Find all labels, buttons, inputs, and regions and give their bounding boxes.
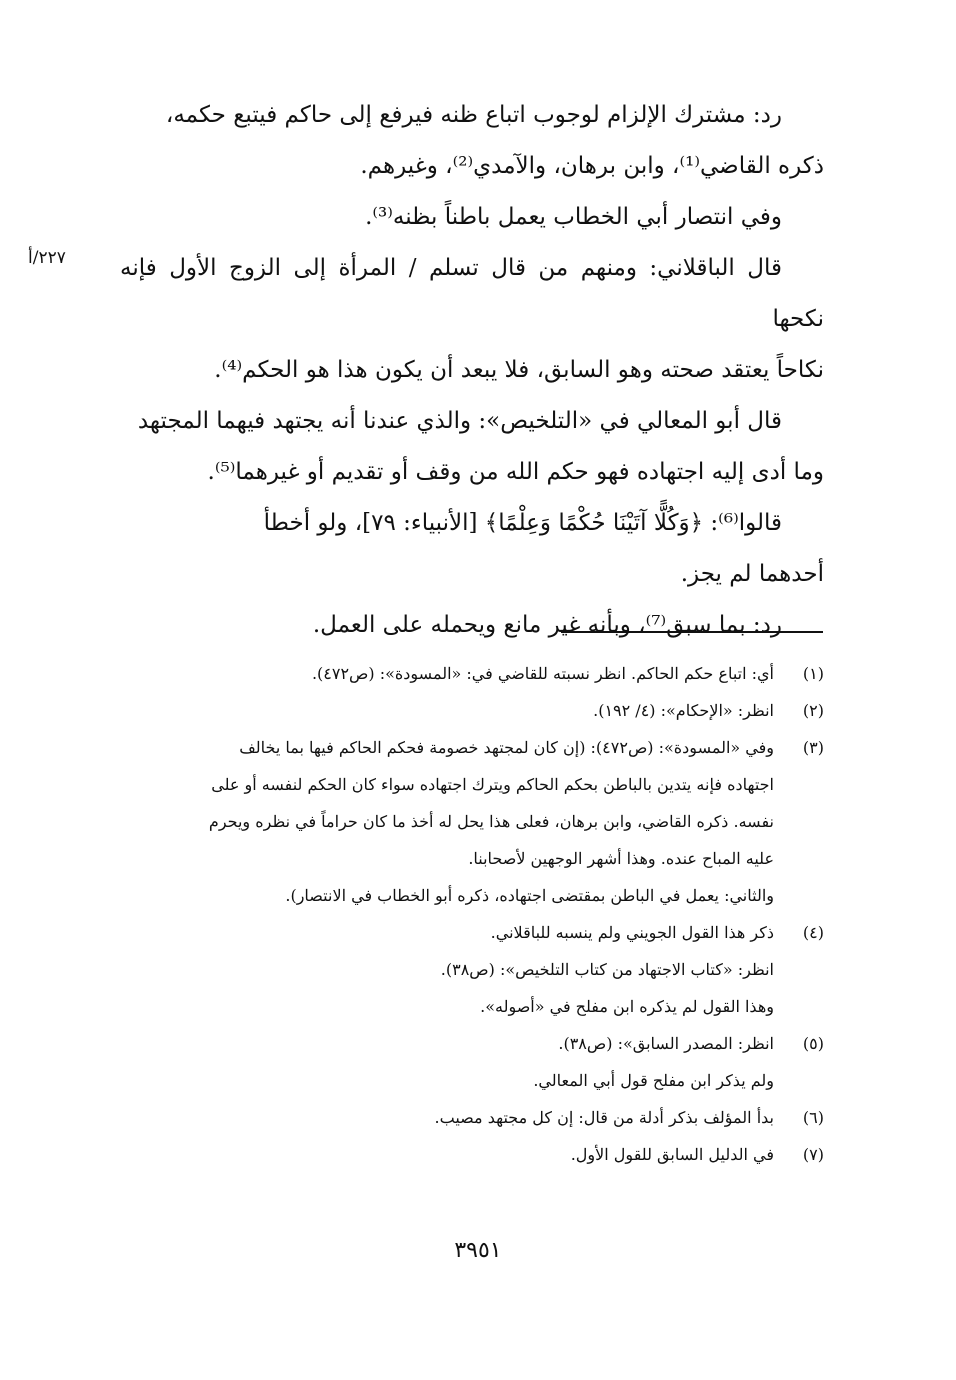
footnote-line: نفسه. ذكره القاضي، وابن برهان، فعلى هذا يحل له أخذ ما كان حراماً في نظره ويحرم xyxy=(208,812,774,831)
footnote xyxy=(120,1136,824,1173)
footnote-number: (٢) xyxy=(802,701,824,720)
main-line: وما أدى إليه اجتهاده فهو حكم الله من وقف أو تقديم أو غيرهما⁽⁵⁾. xyxy=(207,459,824,485)
footnote xyxy=(120,729,824,914)
footnote-number: (٤) xyxy=(802,923,824,942)
main-line: أحدهما لم يجز. xyxy=(680,561,824,587)
main-line: وفي انتصار أبي الخطاب يعمل باطناً بظنه⁽³⁾. xyxy=(365,204,782,230)
footnote-line: ولم يذكر ابن مفلح قول أبي المعالي. xyxy=(533,1071,774,1090)
footnote xyxy=(120,1025,824,1099)
footnote-line: ذكر هذا القول الجويني ولم ينسبه للباقلاني. xyxy=(490,923,774,942)
footnote-line: اجتهاده فإنه يتدين بالباطن بحكم الحاكم ويترك اجتهاده سواء كان الحكم لنفسه أو على xyxy=(211,775,774,794)
footnote-line: في الدليل السابق للقول الأول. xyxy=(570,1145,774,1164)
footnote xyxy=(120,655,824,692)
footnote xyxy=(120,1099,824,1136)
footnote-number: (٦) xyxy=(802,1108,824,1127)
footnote-line: عليه المباح عنده. وهذا أشهر الوجهين لأصحابنا. xyxy=(468,849,774,868)
footnote-number: (٧) xyxy=(802,1145,824,1164)
footnotes xyxy=(120,655,824,1173)
page-number: ٣٩٥١ xyxy=(454,1238,502,1263)
main-line: رد: بما سبق⁽⁷⁾، وبأنه غير مانع ويحمله على العمل. xyxy=(312,612,782,638)
main-line: نكاحاً يعتقد صحته وهو السابق، فلا يبعد أن يكون هذا هو الحكم⁽⁴⁾. xyxy=(214,357,824,383)
footnote-line: وفي «المسودة»: (ص٤٧٢): (إن كان لمجتهد خصومة فحكم الحاكم فيها بما يخالف xyxy=(239,738,774,757)
footnote xyxy=(120,914,824,1025)
footnote-line: انظر: «الإحكام»: (٤/ ١٩٢). xyxy=(593,701,774,720)
footnote-line: والثاني: يعمل في الباطن بمقتضى اجتهاده، ذكره أبو الخطاب في الانتصار). xyxy=(285,886,774,905)
footnote-number: (١) xyxy=(802,664,824,683)
main-text xyxy=(120,90,824,651)
footnote-separator xyxy=(561,631,823,633)
footnote-number: (٣) xyxy=(802,738,824,757)
footnote xyxy=(120,692,824,729)
footnote-line: وهذا القول لم يذكره ابن مفلح في «أصوله». xyxy=(480,997,774,1016)
main-line: قال الباقلاني: ومنهم من قال تسلم / المرأة إلى الزوج الأول فإنه نكحها xyxy=(120,255,824,332)
main-line: رد: مشترك الإلزام لوجوب اتباع ظنه فيرفع إلى حاكم فيتبع حكمه، xyxy=(165,102,782,128)
main-line: قال أبو المعالي في «التلخيص»: والذي عندنا أنه يجتهد فيهما المجتهد xyxy=(137,408,782,434)
main-line: قالوا⁽⁶⁾: ﴿وَكُلًّا آتَيْنَا حُكْمًا وَعِلْمًا﴾ [الأنبياء: ٧٩]، ولو أخطأ xyxy=(263,510,782,536)
footnote-line: انظر: «كتاب الاجتهاد من كتاب التلخيص»: (ص٣٨). xyxy=(440,960,774,979)
main-line: ذكره القاضي⁽¹⁾، وابن برهان، والآمدي⁽²⁾، وغيرهم. xyxy=(360,153,824,179)
footnote-line: أي: اتباع حكم الحاكم. انظر نسبته للقاضي في: «المسودة»: (ص٤٧٢). xyxy=(311,664,774,683)
footnote-line: انظر: المصدر السابق»: (ص٣٨). xyxy=(558,1034,774,1053)
footnote-line: بدأ المؤلف بذكر أدلة من قال: إن كل مجتهد مصيب. xyxy=(434,1108,774,1127)
margin-folio-note: ٢٢٧/أ xyxy=(28,248,66,268)
footnote-number: (٥) xyxy=(802,1034,824,1053)
